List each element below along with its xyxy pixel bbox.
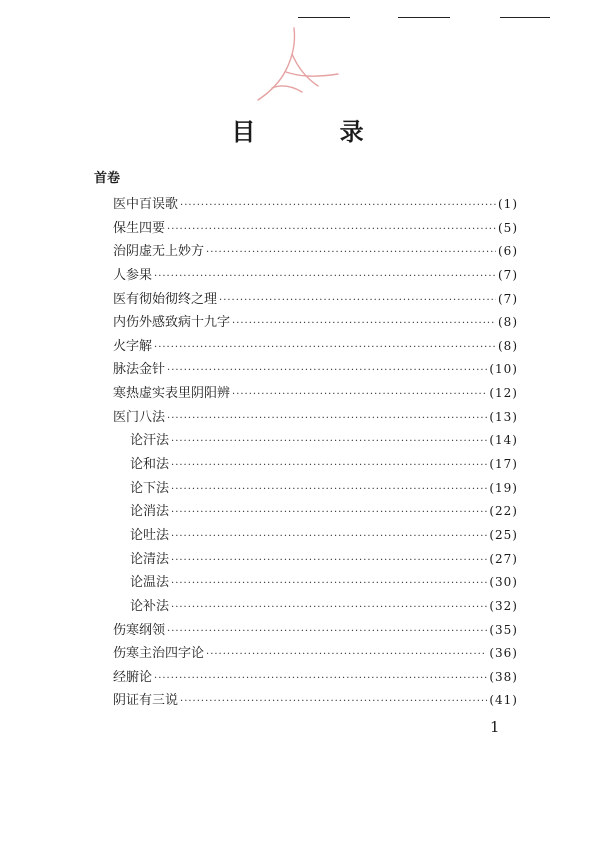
toc-entry-page: (27) bbox=[489, 551, 518, 566]
toc-entry-label: 脉法金针 bbox=[113, 362, 166, 378]
toc-entry-label: 医门八法 bbox=[113, 409, 166, 425]
toc-entry-page: (30) bbox=[489, 575, 518, 590]
toc-entry[interactable] bbox=[113, 689, 518, 713]
toc-entry[interactable] bbox=[113, 335, 518, 359]
toc-entry-page: (32) bbox=[489, 598, 518, 613]
toc-entry[interactable] bbox=[113, 311, 518, 335]
toc-entry[interactable] bbox=[113, 595, 518, 619]
toc-entry[interactable] bbox=[113, 429, 518, 453]
toc-leader-dots bbox=[206, 649, 487, 660]
toc-entry[interactable] bbox=[113, 288, 518, 312]
toc-entry-page: (7) bbox=[498, 267, 518, 282]
toc-entry[interactable] bbox=[113, 382, 518, 406]
toc-entry-label: 论消法 bbox=[130, 504, 170, 520]
toc-leader-dots bbox=[171, 436, 487, 447]
toc-entry[interactable] bbox=[113, 358, 518, 382]
toc-entry-label: 治阴虚无上妙方 bbox=[113, 244, 205, 260]
toc-entry-page: (19) bbox=[489, 480, 518, 495]
toc-leader-dots bbox=[171, 555, 487, 566]
toc-leader-dots bbox=[167, 224, 496, 235]
toc-entry[interactable] bbox=[113, 548, 518, 572]
toc-entry[interactable] bbox=[113, 406, 518, 430]
toc-entry-label: 论下法 bbox=[130, 480, 170, 496]
header-rule-1 bbox=[298, 17, 350, 18]
toc-entry[interactable] bbox=[113, 524, 518, 548]
toc-entry-label: 伤寒主治四字论 bbox=[113, 646, 205, 662]
toc-entry-label: 医中百误歌 bbox=[113, 197, 179, 212]
toc-entry-page: (12) bbox=[489, 386, 518, 401]
toc-entry-page: (25) bbox=[489, 527, 518, 542]
toc-leader-dots bbox=[167, 365, 487, 376]
toc-leader-dots bbox=[232, 318, 496, 329]
toc-entry-label: 人参果 bbox=[113, 267, 153, 283]
toc-entry-label: 论和法 bbox=[130, 457, 170, 473]
toc-entry-label: 火字解 bbox=[113, 338, 153, 354]
page-title: 目 录 bbox=[231, 117, 402, 146]
toc-leader-dots bbox=[180, 696, 487, 707]
toc-entry-page: (36) bbox=[489, 646, 518, 661]
toc-leader-dots bbox=[167, 413, 487, 424]
toc-entry-page: (5) bbox=[498, 220, 518, 235]
toc-leader-dots bbox=[219, 295, 496, 306]
toc-entry[interactable] bbox=[113, 217, 518, 241]
toc-entry-page: (8) bbox=[498, 338, 518, 353]
toc-leader-dots bbox=[171, 531, 487, 542]
toc-entry-label: 伤寒纲领 bbox=[113, 622, 166, 638]
toc-leader-dots bbox=[171, 460, 487, 471]
toc-entry-label: 阴证有三说 bbox=[113, 693, 179, 709]
toc-entry-page: (38) bbox=[489, 669, 518, 684]
toc-leader-dots bbox=[171, 484, 487, 495]
toc-entry[interactable] bbox=[113, 453, 518, 477]
toc-leader-dots bbox=[206, 247, 496, 258]
section-heading: 首卷 bbox=[94, 171, 121, 186]
toc-entry[interactable] bbox=[113, 619, 518, 643]
toc-entry[interactable] bbox=[113, 264, 518, 288]
toc-leader-dots bbox=[232, 389, 487, 400]
toc-entry-page: (10) bbox=[489, 362, 518, 377]
toc-entry[interactable] bbox=[113, 500, 518, 524]
toc-entry-label: 论吐法 bbox=[130, 527, 170, 543]
header-rule-2 bbox=[398, 17, 450, 18]
table-of-contents bbox=[113, 193, 518, 713]
page-number: 1 bbox=[490, 718, 500, 736]
toc-entry-page: (41) bbox=[489, 693, 518, 708]
toc-entry[interactable] bbox=[113, 571, 518, 595]
toc-entry-page: (35) bbox=[489, 622, 518, 637]
toc-leader-dots bbox=[171, 602, 487, 613]
toc-entry-label: 论汗法 bbox=[130, 433, 170, 449]
toc-entry-label: 医有彻始彻终之理 bbox=[113, 291, 218, 307]
toc-entry-label: 论温法 bbox=[130, 575, 170, 591]
toc-leader-dots bbox=[154, 673, 487, 684]
toc-entry[interactable] bbox=[113, 666, 518, 690]
toc-entry-page: (22) bbox=[489, 504, 518, 519]
toc-entry-page: (8) bbox=[498, 315, 518, 330]
toc-entry-page: (17) bbox=[489, 457, 518, 472]
toc-entry[interactable] bbox=[113, 240, 518, 264]
toc-entry[interactable] bbox=[113, 642, 518, 666]
toc-entry-label: 论清法 bbox=[130, 551, 170, 567]
toc-entry[interactable] bbox=[113, 477, 518, 501]
toc-entry-label: 内伤外感致病十九字 bbox=[113, 315, 231, 331]
toc-leader-dots bbox=[180, 200, 496, 211]
toc-entry-page: (13) bbox=[489, 409, 518, 424]
toc-leader-dots bbox=[154, 342, 496, 353]
toc-leader-dots bbox=[154, 271, 496, 282]
toc-entry-page: (7) bbox=[498, 291, 518, 306]
toc-entry[interactable] bbox=[113, 193, 518, 217]
toc-entry-page: (14) bbox=[489, 433, 518, 448]
header-rule-3 bbox=[500, 17, 550, 18]
toc-leader-dots bbox=[171, 578, 487, 589]
toc-entry-label: 论补法 bbox=[130, 598, 170, 614]
toc-entry-label: 寒热虚实表里阴阳辨 bbox=[113, 386, 231, 402]
toc-entry-page: (1) bbox=[498, 197, 518, 211]
toc-entry-label: 经腑论 bbox=[113, 669, 153, 685]
red-line-ornament-icon bbox=[252, 24, 342, 110]
toc-leader-dots bbox=[171, 507, 487, 518]
toc-leader-dots bbox=[167, 626, 487, 637]
toc-entry-label: 保生四要 bbox=[113, 220, 166, 236]
toc-entry-page: (6) bbox=[498, 244, 518, 259]
